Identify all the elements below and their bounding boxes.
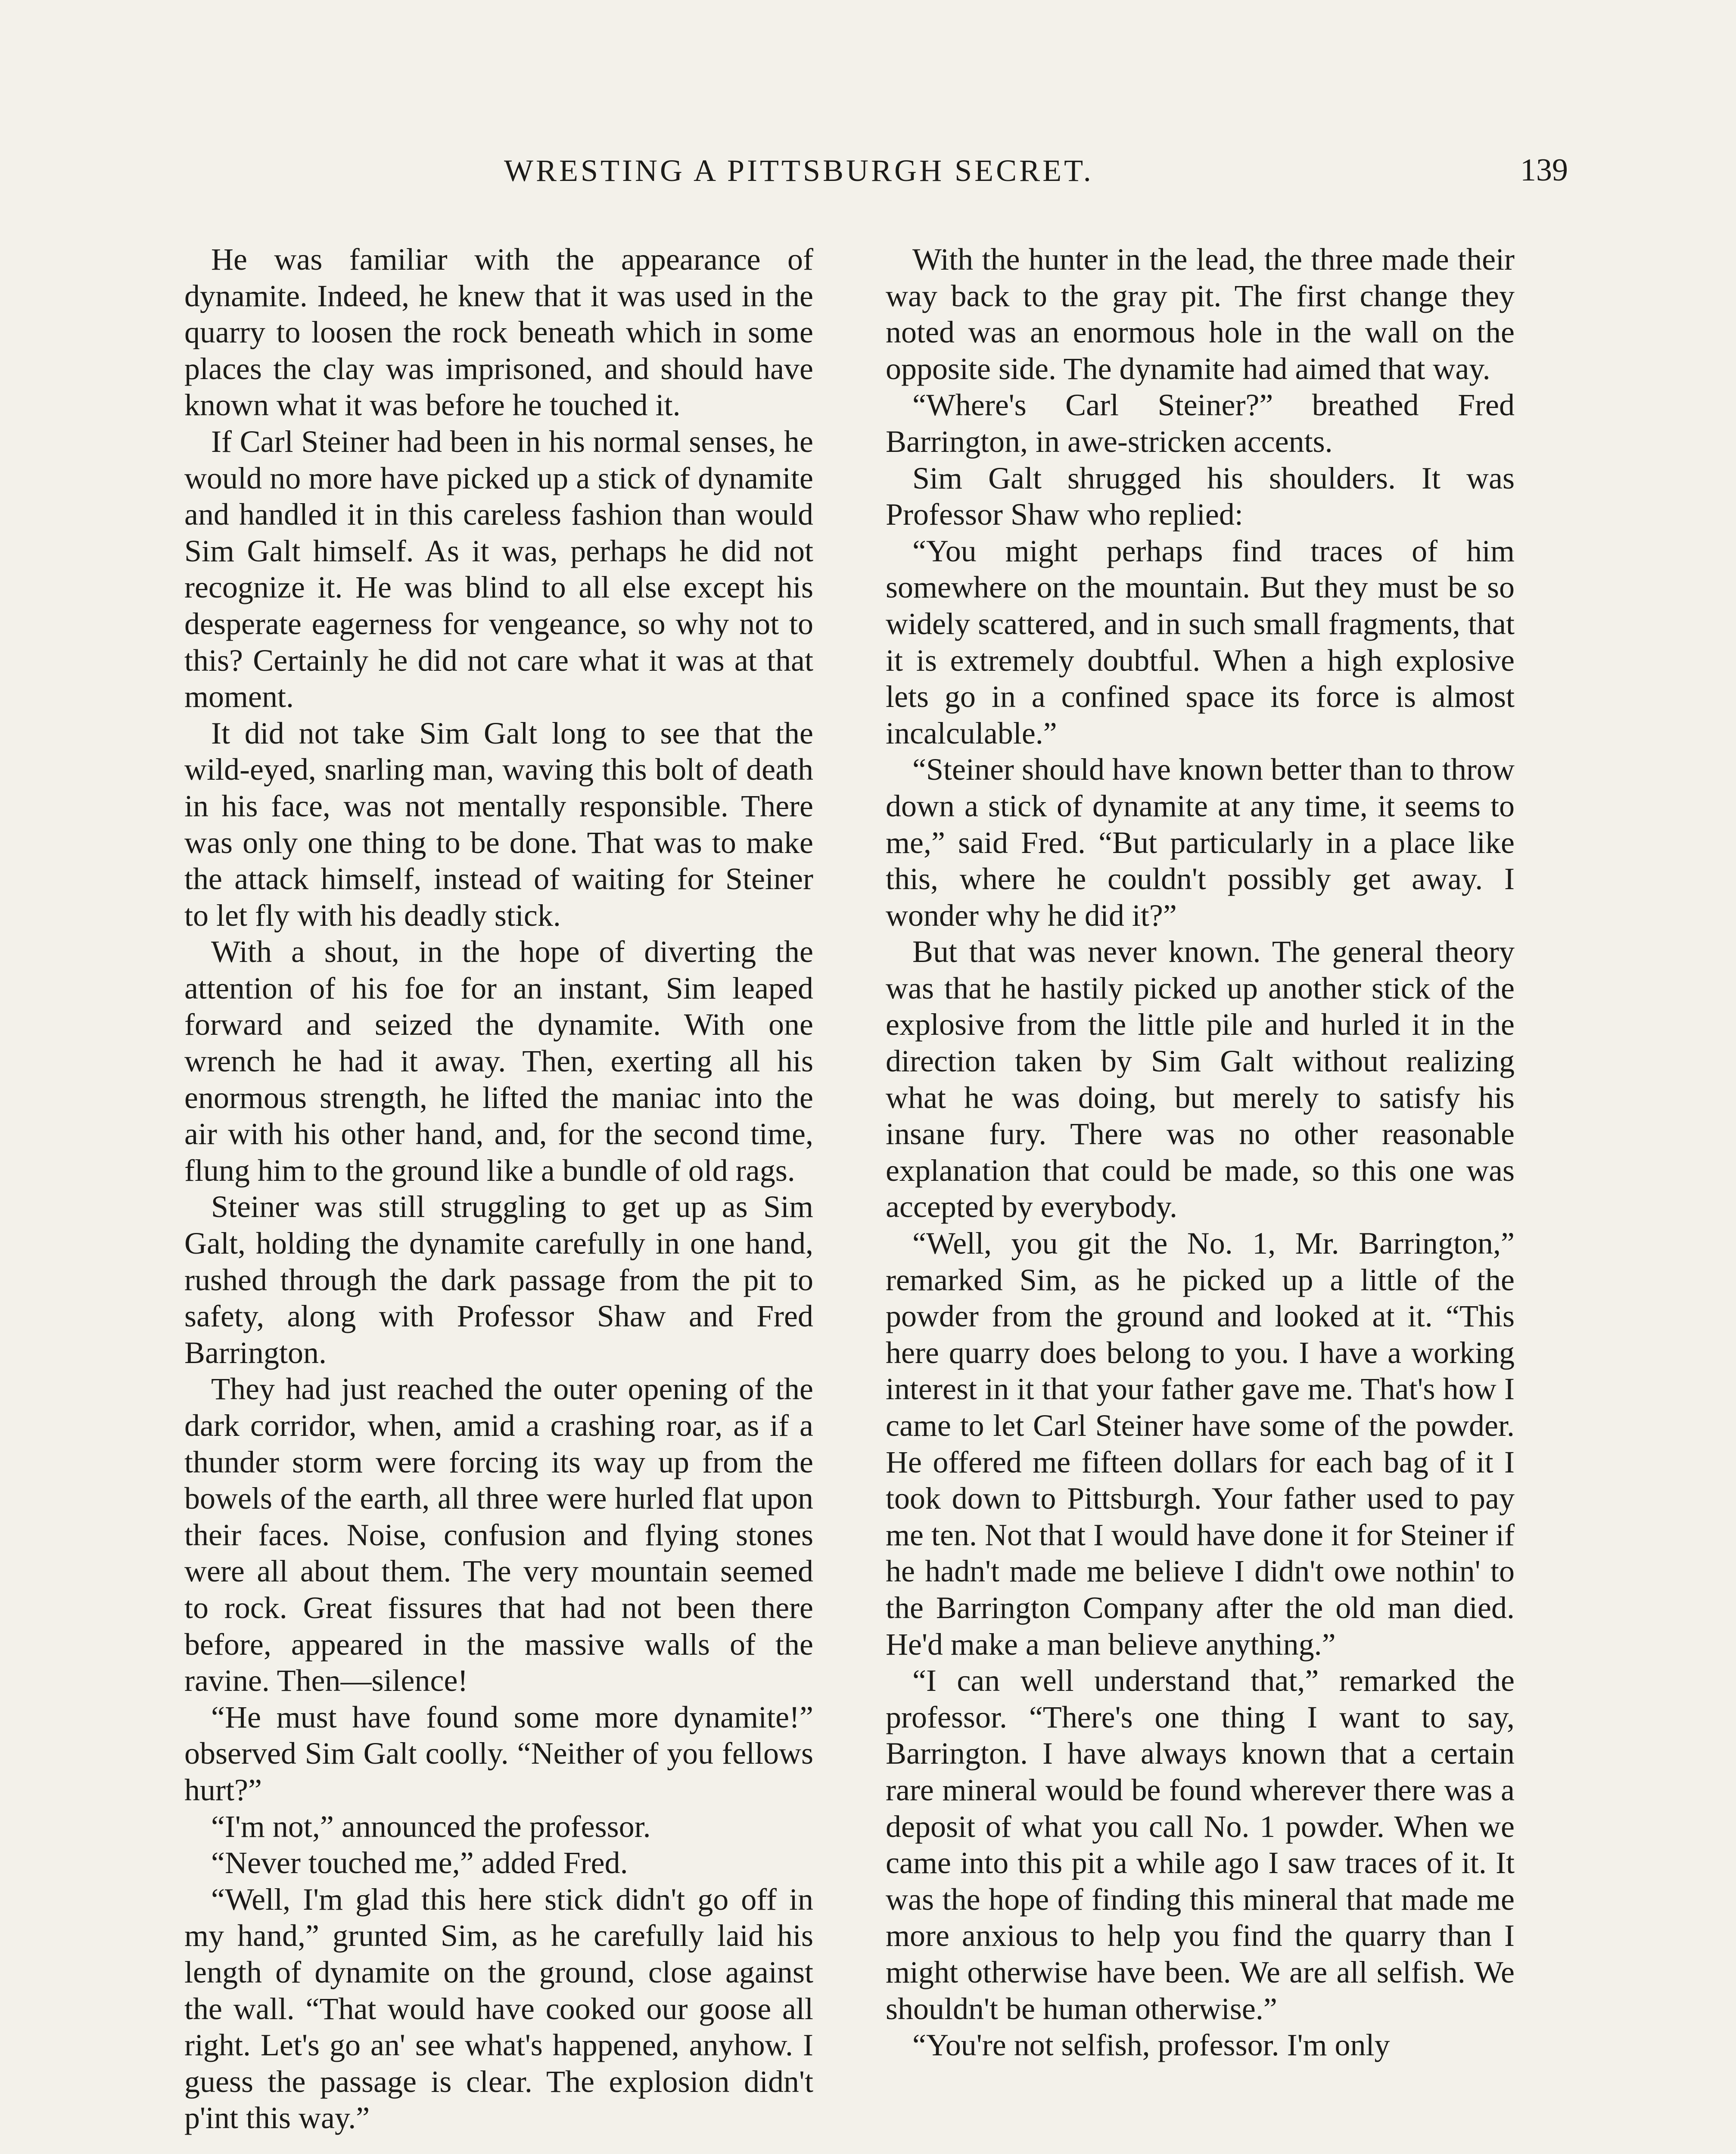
paragraph: “Where's Carl Steiner?” breathed Fred Barrington, in awe-stricken accents. [886, 388, 1515, 459]
paragraph: If Carl Steiner had been in his normal senses, he would no more have picked up a stick of dynamite and handled it in this careless fashion than would Sim Galt himself. As it was, perhaps he did not recognize it. He was blind to all else except his desperate eagerness for vengeance, so why not to this? Certainly he did not care what it was at that moment. [184, 424, 813, 714]
paragraph: “You might perhaps find traces of him somewhere on the mountain. But they must be so widely scattered, and in such small fragments, that it is extremely doubtful. When a high explosive lets go in a confined space its force is almost incalculable.” [886, 533, 1515, 750]
paragraph: They had just reached the outer opening of the dark corridor, when, amid a crashing roar, as if a thunder storm were forcing its way up from the bowels of the earth, all three were hurled flat upon their faces. Noise, confusion and flying stones were all about them. The very mountain seemed to rock. Great fissures that had not been there before, appeared in the massive walls of the ravine. Then—silence! [184, 1372, 813, 1698]
paragraph: With the hunter in the lead, the three made their way back to the gray pit. The first change they noted was an enormous hole in the wall on the opposite side. The dynamite had aimed that way. [886, 242, 1515, 386]
right-column [886, 241, 1515, 2154]
paragraph: But that was never known. The general theory was that he hastily picked up another stick of the explosive from the little pile and hurled it in the direction taken by Sim Galt without realizing what he was doing, but merely to satisfy his insane fury. There was no other reasonable explanation that could be made, so this one was accepted by everybody. [886, 934, 1515, 1224]
paragraph: It did not take Sim Galt long to see that the wild-eyed, snarling man, waving this bolt of death in his face, was not mentally responsible. There was only one thing to be done. That was to make the attack himself, instead of waiting for Steiner to let fly with his deadly stick. [184, 716, 813, 933]
paragraph: He was familiar with the appearance of dynamite. Indeed, he knew that it was used in the quarry to loosen the rock beneath which in some places the clay was imprisoned, and should have known what it was before he touched it. [184, 242, 813, 423]
running-title: WRESTING A PITTSBURGH SECRET. [504, 153, 1094, 188]
paragraph: “You're not selfish, professor. I'm only [912, 2028, 1390, 2063]
paragraph: With a shout, in the hope of diverting the attention of his foe for an instant, Sim leaped forward and seized the dynamite. With one wrench he had it away. Then, exerting all his enormous strength, he lifted the maniac into the air with his other hand, and, for the second time, flung him to the ground like a bundle of old rags. [184, 934, 813, 1188]
paragraph: “Well, I'm glad this here stick didn't go off in my hand,” grunted Sim, as he carefully laid his length of dynamite on the ground, close against the wall. “That would have cooked our goose all right. Let's go an' see what's happened, anyhow. I guess the passage is clear. The explosion didn't p'int this way.” [184, 1882, 813, 2135]
paragraph: “I'm not,” announced the professor. [211, 1809, 651, 1844]
paragraph: Steiner was still struggling to get up as Sim Galt, holding the dynamite carefully in one hand, rushed through the dark passage from the pit to safety, along with Professor Shaw and Fred Barrington. [184, 1189, 813, 1370]
left-column [184, 241, 813, 2154]
page-number: 139 [1520, 153, 1568, 188]
paragraph: “Well, you git the No. 1, Mr. Barrington,” remarked Sim, as he picked up a little of the powder from the ground and looked at it. “This here quarry does belong to you. I have a working interest in it that your father gave me. That's how I came to let Carl Steiner have some of the powder. He offered me fifteen dollars for each bag of it I took down to Pittsburgh. Your father used to pay me ten. Not that I would have done it for Steiner if he hadn't made me believe I didn't owe nothin' to the Barrington Company after the old man died. He'd make a man believe anything.” [886, 1226, 1515, 1662]
paragraph: “He must have found some more dynamite!” observed Sim Galt coolly. “Neither of you fellows hurt?” [184, 1700, 813, 1807]
paragraph: Sim Galt shrugged his shoulders. It was Professor Shaw who replied: [886, 461, 1515, 532]
paragraph: “Never touched me,” added Fred. [211, 1846, 628, 1880]
paragraph: “I can well understand that,” remarked the professor. “There's one thing I want to say, Barrington. I have always known that a certain rare mineral would be found wherever there was a deposit of what you call No. 1 powder. When we came into this pit a while ago I saw traces of it. It was the hope of finding this mineral that made me more anxious to help you find the quarry than I might otherwise have been. We are all selfish. We shouldn't be human otherwise.” [886, 1663, 1515, 2026]
paragraph: “Steiner should have known better than to throw down a stick of dynamite at any time, it seems to me,” said Fred. “But particularly in a place like this, where he couldn't possibly get away. I wonder why he did it?” [886, 752, 1515, 933]
